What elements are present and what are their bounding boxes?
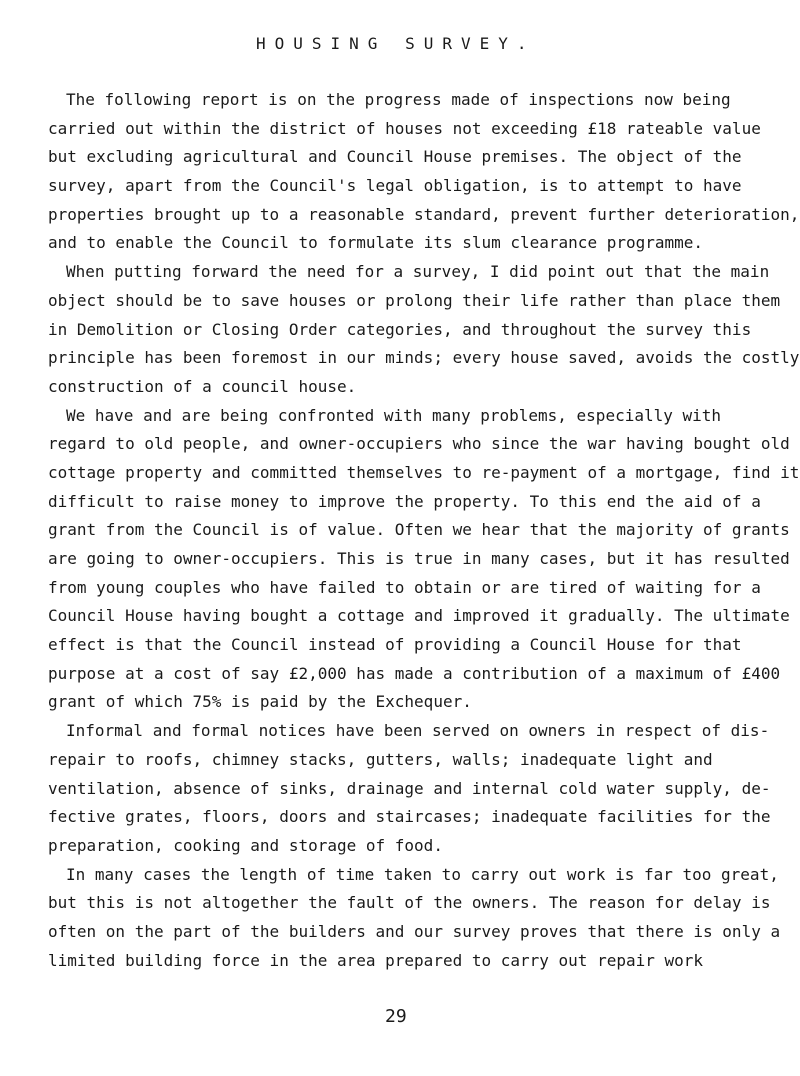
text-line: repair to roofs, chimney stacks, gutters, walls; inadequate light and — [48, 749, 713, 769]
text-line: often on the part of the builders and our survey proves that there is only a — [48, 921, 781, 941]
text-line: limited building force in the area prepared to carry out repair work — [48, 950, 704, 970]
text-line: purpose at a cost of say £2,000 has made a contribution of a maximum of £400 — [48, 663, 781, 683]
text-line: carried out within the district of houses not exceeding £18 rateable value — [48, 118, 761, 138]
text-line: cottage property and committed themselves to re-payment of a mortgage, find it — [48, 462, 800, 482]
report-body — [48, 86, 800, 975]
text-line: principle has been foremost in our minds; every house saved, avoids the costly — [48, 348, 800, 368]
text-line: fective grates, floors, doors and staircases; inadequate facilities for the — [48, 807, 771, 827]
text-line: Informal and formal notices have been served on owners in respect of dis- — [66, 721, 770, 741]
text-line: but this is not altogether the fault of the owners. The reason for delay is — [48, 893, 771, 913]
text-line: grant from the Council is of value. Often we hear that the majority of grants — [48, 520, 790, 540]
text-line: but excluding agricultural and Council House premises. The object of the — [48, 147, 742, 167]
text-line: are going to owner-occupiers. This is true in many cases, but it has resulted — [48, 549, 790, 568]
text-line: We have and are being confronted with many problems, especially with — [66, 405, 722, 425]
text-line: object should be to save houses or prolong their life rather than place them — [48, 290, 781, 310]
text-line: survey, apart from the Council's legal obligation, is to attempt to have — [48, 176, 742, 196]
page-title: HOUSING SURVEY. — [256, 34, 536, 53]
text-line: effect is that the Council instead of providing a Council House for that — [48, 635, 742, 655]
text-line: When putting forward the need for a survey, I did point out that the main — [66, 262, 770, 282]
text-line: In many cases the length of time taken to carry out work is far too great, — [66, 864, 779, 884]
text-line: and to enable the Council to formulate its slum clearance programme. — [48, 233, 704, 253]
page-number: 29 — [385, 1006, 407, 1027]
text-line: in Demolition or Closing Order categories, and throughout the survey this — [48, 319, 752, 339]
text-line: difficult to raise money to improve the property. To this end the aid of a — [48, 491, 761, 511]
text-line: construction of a council house. — [48, 376, 357, 396]
text-line: grant of which 75% is paid by the Exchequer. — [48, 692, 472, 712]
text-line: properties brought up to a reasonable standard, prevent further deterioration, — [48, 204, 800, 224]
text-line: ventilation, absence of sinks, drainage and internal cold water supply, de- — [48, 778, 771, 798]
text-line: Council House having bought a cottage and improved it gradually. The ultimate — [48, 606, 790, 626]
text-line: preparation, cooking and storage of food. — [48, 835, 443, 855]
text-line: from young couples who have failed to obtain or are tired of waiting for a — [48, 577, 761, 597]
text-line: regard to old people, and owner-occupiers who since the war having bought old — [48, 434, 790, 454]
text-line: The following report is on the progress made of inspections now being — [66, 90, 731, 109]
